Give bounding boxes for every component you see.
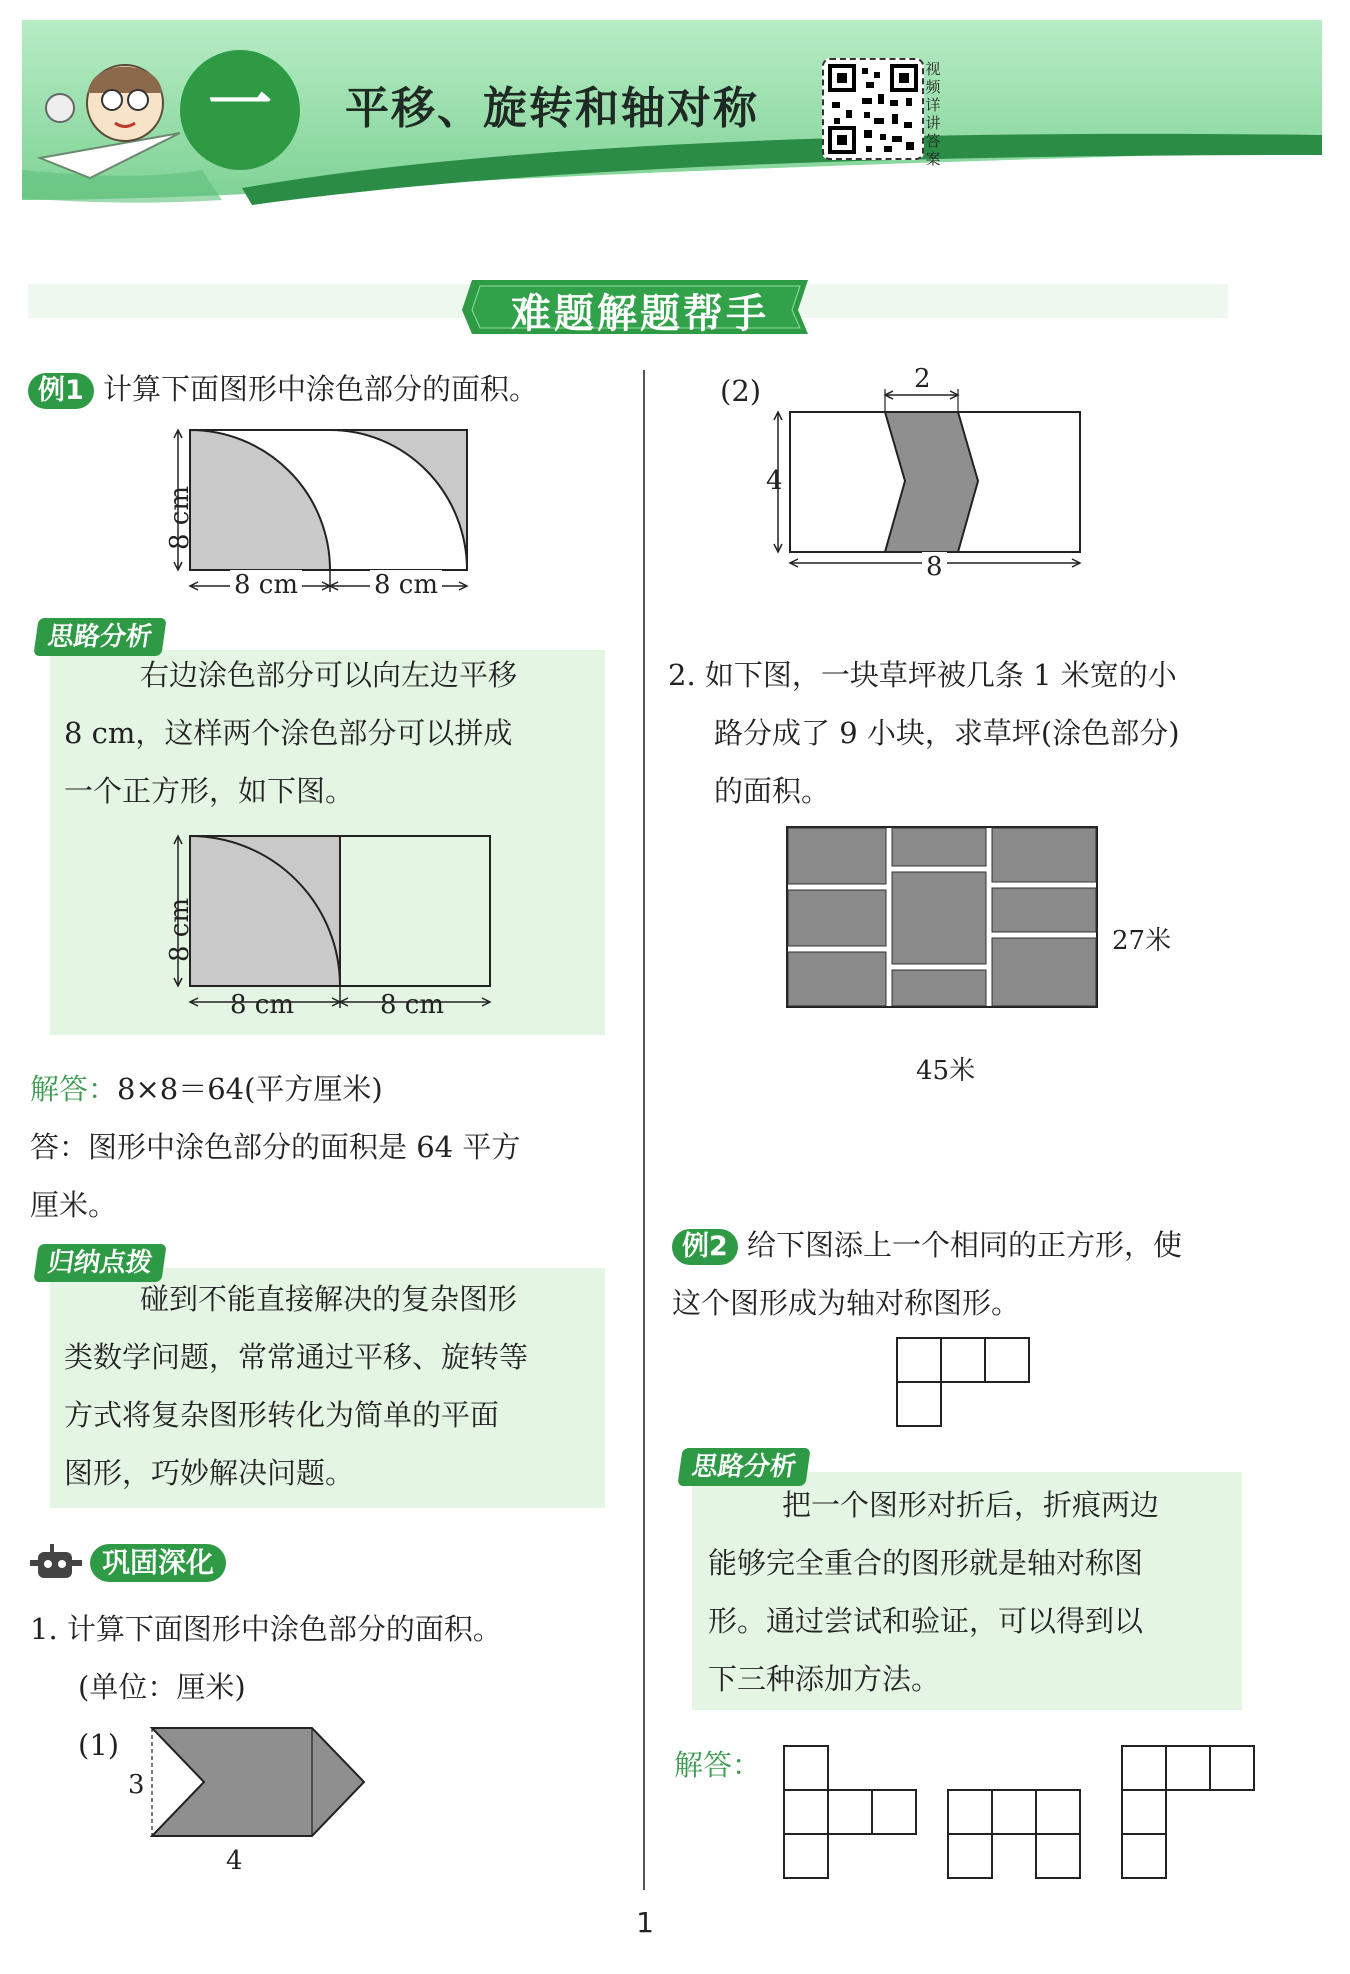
chapter-badge: [180, 50, 300, 170]
analysis2-line-3: 形。通过尝试和验证，可以得到以: [708, 1604, 1144, 1638]
analysis2-line-2: 能够完全重合的图形就是轴对称图: [708, 1546, 1144, 1580]
sub2-label: (2): [720, 374, 762, 408]
chapter-header: [22, 20, 1322, 210]
chapter-title: 平移、旋转和轴对称: [345, 83, 759, 134]
fig2-height-label: 8 cm: [165, 897, 195, 962]
example1-text: 计算下面图形中涂色部分的面积。: [103, 372, 539, 406]
q2-line-2: 路分成了 9 小块，求草坪(涂色部分): [714, 716, 1180, 750]
page-number: 1: [636, 1906, 654, 1939]
answer1-line-2: 厘米。: [30, 1188, 118, 1222]
example1-question: [28, 360, 538, 418]
practice-pill: 巩固深化: [90, 1544, 226, 1582]
sub1-width-label: 4: [226, 1846, 243, 1876]
lawn-figure: [786, 826, 1098, 1008]
qr-code-icon: [826, 62, 920, 156]
analysis1-line-2: 8 cm，这样两个涂色部分可以拼成: [64, 716, 513, 750]
q2-line-1: 2. 如下图，一块草坪被几条 1 米宽的小: [668, 658, 1177, 692]
fig1-width-label-1: 8 cm: [230, 570, 302, 600]
fig1-width-label-2: 8 cm: [370, 570, 442, 600]
answer1-line-1: 答：图形中涂色部分的面积是 64 平方: [30, 1130, 521, 1164]
fig1-height-label: 8 cm: [165, 485, 195, 550]
practice-q1-line-2: (单位：厘米): [78, 1670, 246, 1704]
cartoon-pilot-icon: [30, 38, 190, 188]
analysis1-line-3: 一个正方形，如下图。: [64, 774, 355, 808]
q2-line-3: 的面积。: [714, 774, 831, 808]
qr-code[interactable]: [822, 58, 924, 160]
sub2-figure: [770, 375, 1090, 575]
sub1-label: (1): [78, 1728, 120, 1762]
summary-line-2: 类数学问题，常常通过平移、旋转等: [64, 1340, 529, 1374]
example2-line-1: [672, 1216, 1182, 1274]
example2-line-2: 这个图形成为轴对称图形。: [672, 1286, 1021, 1320]
robot-icon: [28, 1540, 88, 1590]
analysis1-line-1: 右边涂色部分可以向左边平移: [140, 658, 518, 692]
summary-line-1: 碰到不能直接解决的复杂图形: [140, 1282, 518, 1316]
practice-q1-line-1: 1. 计算下面图形中涂色部分的面积。: [30, 1612, 502, 1646]
fig2-width-label-1: 8 cm: [230, 990, 295, 1020]
example1-tag: 例1: [28, 373, 94, 409]
answer1-label: 解答：: [30, 1072, 118, 1106]
answer1-formula: 8×8＝64(平方厘米): [117, 1072, 383, 1106]
summary-pill: 归纳点拨: [33, 1244, 166, 1282]
answer2-label: 解答：: [674, 1748, 762, 1782]
sub1-height-label: 3: [128, 1770, 145, 1800]
analysis2-line-1: 把一个图形对折后，折痕两边: [782, 1488, 1160, 1522]
chapter-number: 一: [208, 68, 272, 142]
analysis2-line-4: 下三种添加方法。: [708, 1662, 941, 1696]
answer2-option-1: [782, 1744, 918, 1880]
example2-figure: [895, 1336, 1031, 1430]
example2-tag: 例2: [672, 1229, 738, 1265]
answer2-option-3: [1120, 1744, 1256, 1880]
lawn-width-label: 45米: [916, 1056, 976, 1086]
sub2-height-label: 4: [766, 466, 783, 496]
analysis1-figure: [160, 826, 510, 1026]
answer2-option-2: [946, 1788, 1082, 1880]
banner-title: 难题解题帮手: [511, 291, 769, 337]
summary-line-3: 方式将复杂图形转化为简单的平面: [64, 1398, 500, 1432]
analysis2-pill: 思路分析: [677, 1448, 810, 1486]
summary-line-4: 图形，巧妙解决问题。: [64, 1456, 355, 1490]
sub1-figure: [140, 1720, 380, 1860]
fig2-width-label-2: 8 cm: [380, 990, 445, 1020]
sub2-top-label: 2: [914, 364, 931, 394]
lawn-height-label: 27米: [1112, 926, 1172, 956]
column-divider: [643, 370, 645, 1890]
example2-text-1: 给下图添上一个相同的正方形，使: [747, 1228, 1183, 1262]
analysis1-pill: 思路分析: [33, 618, 166, 656]
sub2-width-label: 8: [922, 552, 947, 582]
qr-caption: 视频详讲答案: [925, 60, 941, 168]
answer1-formula-line: [30, 1060, 383, 1118]
